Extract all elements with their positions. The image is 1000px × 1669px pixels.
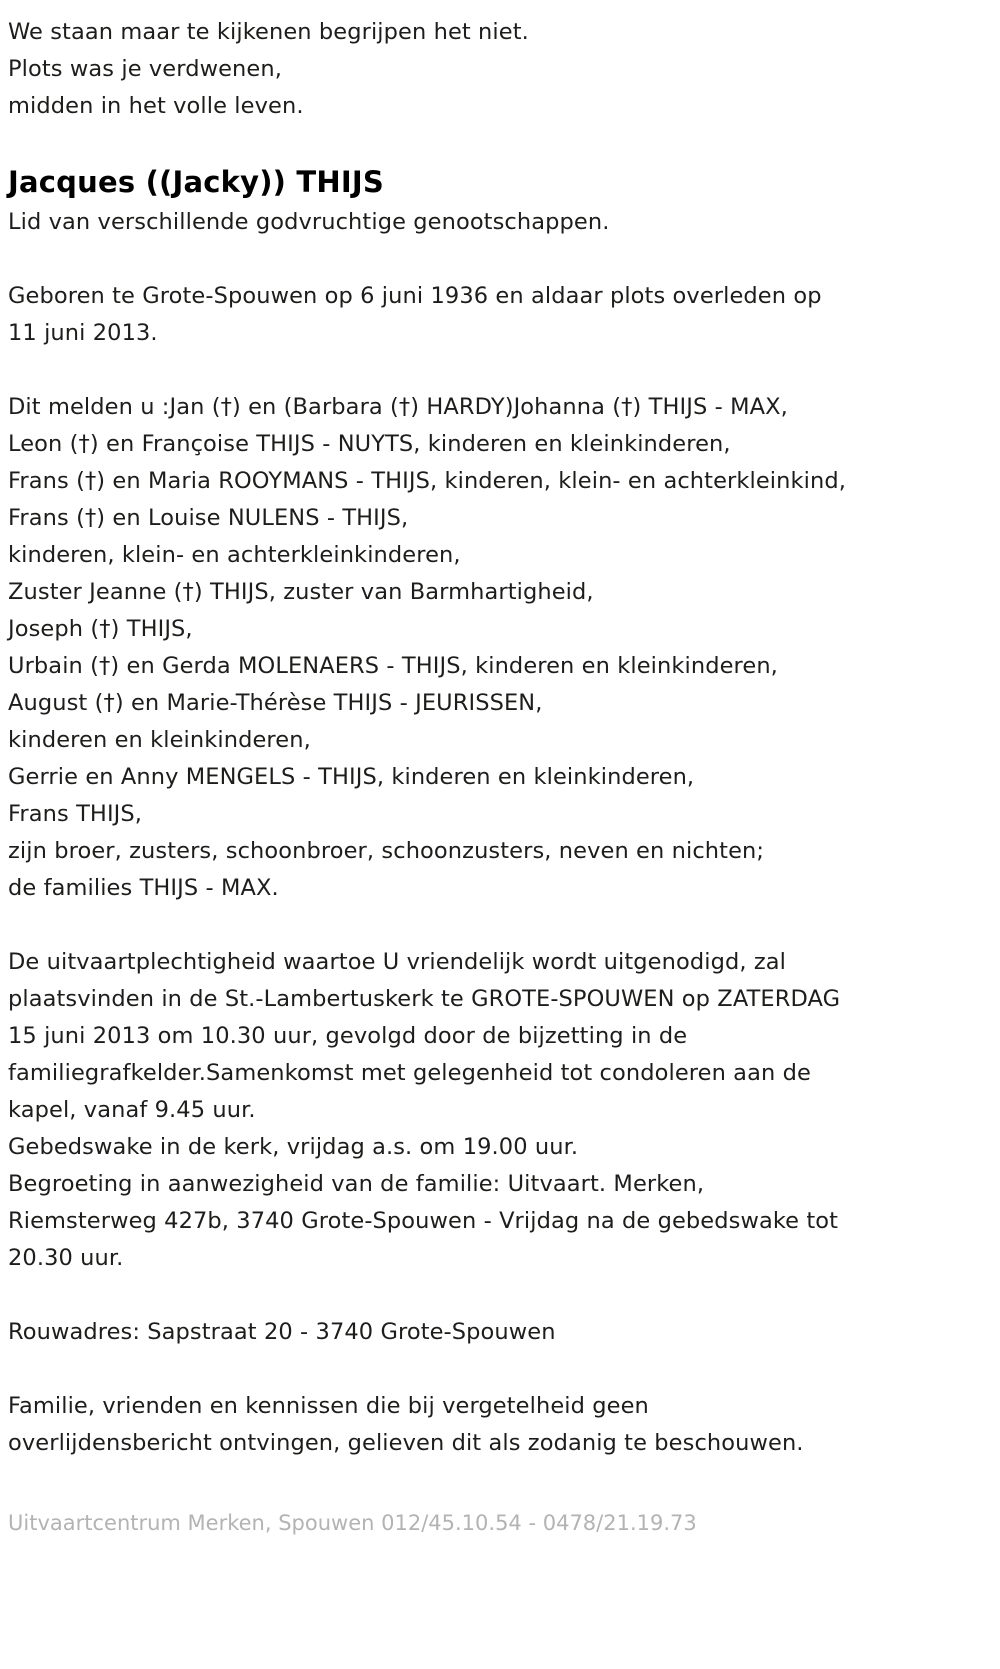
family-line: zijn broer, zusters, schoonbroer, schoonzusters, neven en nichten;	[8, 838, 765, 864]
family-line: Frans (†) en Maria ROOYMANS - THIJS, kinderen, klein- en achterkleinkind,	[8, 468, 846, 494]
ceremony-line: De uitvaartplechtigheid waartoe U vriendelijk wordt uitgenodigd, zal	[8, 949, 786, 975]
funeral-home-footer: Uitvaartcentrum Merken, Spouwen 012/45.10.54 - 0478/21.19.73	[8, 1511, 697, 1535]
family-line: kinderen en kleinkinderen,	[8, 727, 311, 753]
family-line: Dit melden u :Jan (†) en (Barbara (†) HARDY)Johanna (†) THIJS - MAX,	[8, 394, 788, 420]
family-line: Urbain (†) en Gerda MOLENAERS - THIJS, kinderen en kleinkinderen,	[8, 653, 778, 679]
birth-death-line: 11 juni 2013.	[8, 320, 158, 346]
spacer	[8, 907, 960, 944]
poem-line: midden in het volle leven.	[8, 93, 304, 119]
poem-line: Plots was je verdwenen,	[8, 56, 282, 82]
family-line: kinderen, klein- en achterkleinkinderen,	[8, 542, 461, 568]
birth-death-block	[8, 278, 960, 352]
family-block	[8, 389, 960, 907]
ceremony-line: Riemsterweg 427b, 3740 Grote-Spouwen - Vrijdag na de gebedswake tot	[8, 1208, 839, 1234]
spacer	[8, 352, 960, 389]
ceremony-line: Begroeting in aanwezigheid van de familie: Uitvaart. Merken,	[8, 1171, 705, 1197]
ceremony-line: 15 juni 2013 om 10.30 uur, gevolgd door de bijzetting in de	[8, 1023, 688, 1049]
family-line: Leon (†) en Françoise THIJS - NUYTS, kinderen en kleinkinderen,	[8, 431, 731, 457]
deceased-name: Jacques ((Jacky)) THIJS	[8, 165, 384, 199]
spacer	[8, 241, 960, 278]
ceremony-line: familiegrafkelder.Samenkomst met gelegenheid tot condoleren aan de	[8, 1060, 811, 1086]
spacer	[8, 1277, 960, 1314]
ceremony-line: Gebedswake in de kerk, vrijdag a.s. om 19.00 uur.	[8, 1134, 579, 1160]
subtitle: Lid van verschillende godvruchtige genootschappen.	[8, 209, 610, 235]
mourning-address: Rouwadres: Sapstraat 20 - 3740 Grote-Spouwen	[8, 1319, 556, 1345]
birth-death-line: Geboren te Grote-Spouwen op 6 juni 1936 en aldaar plots overleden op	[8, 283, 822, 309]
poem-block	[8, 14, 960, 125]
ceremony-line: kapel, vanaf 9.45 uur.	[8, 1097, 256, 1123]
family-line: de families THIJS - MAX.	[8, 875, 279, 901]
mourning-address-block	[8, 1314, 960, 1351]
family-line: Frans THIJS,	[8, 801, 143, 827]
poem-line: We staan maar te kijkenen begrijpen het niet.	[8, 19, 529, 45]
family-line: Frans (†) en Louise NULENS - THIJS,	[8, 505, 409, 531]
ceremony-line: plaatsvinden in de St.-Lambertuskerk te GROTE-SPOUWEN op ZATERDAG	[8, 986, 841, 1012]
notice-line: Familie, vrienden en kennissen die bij vergetelheid geen	[8, 1393, 649, 1419]
family-line: Joseph (†) THIJS,	[8, 616, 193, 642]
ceremony-line: 20.30 uur.	[8, 1245, 124, 1271]
ceremony-block	[8, 944, 960, 1277]
family-line: Gerrie en Anny MENGELS - THIJS, kinderen en kleinkinderen,	[8, 764, 695, 790]
family-line: Zuster Jeanne (†) THIJS, zuster van Barmhartigheid,	[8, 579, 594, 605]
spacer	[8, 1351, 960, 1388]
notice-block	[8, 1388, 960, 1462]
subtitle-block	[8, 204, 960, 241]
family-line: August (†) en Marie-Thérèse THIJS - JEURISSEN,	[8, 690, 543, 716]
notice-line: overlijdensbericht ontvingen, gelieven dit als zodanig te beschouwen.	[8, 1430, 804, 1456]
spacer	[8, 125, 960, 162]
